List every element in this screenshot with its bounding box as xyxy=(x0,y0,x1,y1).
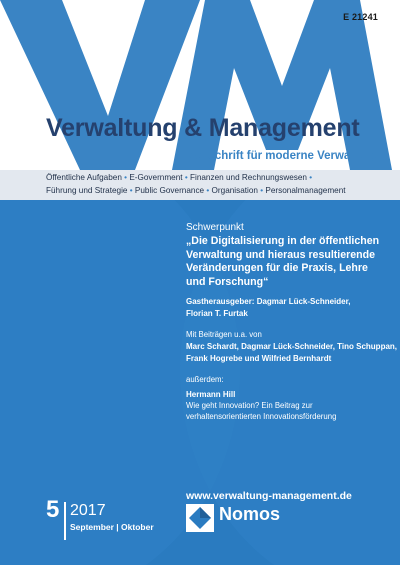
schwerpunkt-headline: „Die Digitalisierung in der öffentlichen Verwaltung und hieraus resultierende Veränderungen für die Praxis, Lehre und Forschung“ xyxy=(186,235,380,288)
issn-number: E 21241 xyxy=(343,12,378,22)
topic-separator: • xyxy=(260,186,264,195)
topic-separator: • xyxy=(309,173,313,182)
magazine-title: Verwaltung & Management xyxy=(46,114,360,142)
issue-year: 2017 xyxy=(70,502,106,519)
topics-line-1 xyxy=(46,173,312,182)
extra-author: Hermann Hill xyxy=(186,390,236,399)
nomos-logo-icon xyxy=(186,504,214,532)
topic-separator: • xyxy=(206,186,210,195)
topic-item: Public Governance xyxy=(134,186,205,195)
cover-body xyxy=(0,200,400,565)
issue-number: 5 xyxy=(46,496,60,523)
extra-article-title: Wie geht Innovation? Ein Beitrag zur verhaltensorientierten Innovationsförderung xyxy=(186,401,337,421)
logo-letter-m xyxy=(172,0,392,170)
extra-label: außerdem: xyxy=(186,375,224,384)
magazine-subtitle: Zeitschrift für moderne Verwaltung xyxy=(188,150,379,162)
topic-item: Führung und Strategie xyxy=(46,186,128,195)
topic-item: E-Government xyxy=(129,173,183,182)
topic-item: Finanzen und Rechnungswesen xyxy=(190,173,307,182)
topic-item: Personalmanagement xyxy=(265,186,346,195)
topic-item: Organisation xyxy=(211,186,258,195)
topics-bar xyxy=(0,170,400,200)
topic-separator: • xyxy=(124,173,128,182)
issue-divider xyxy=(64,502,66,540)
contributions-label: Mit Beiträgen u.a. von xyxy=(186,330,262,339)
logo-letter-v xyxy=(0,0,200,170)
publisher-name: Nomos xyxy=(219,504,281,524)
topic-separator: • xyxy=(184,173,188,182)
website-link[interactable]: www.verwaltung-management.de xyxy=(186,490,352,502)
vm-logo xyxy=(0,0,400,170)
topic-item: Öffentliche Aufgaben xyxy=(46,173,122,182)
schwerpunkt-label: Schwerpunkt xyxy=(186,222,244,233)
topic-separator: • xyxy=(129,186,133,195)
issue-months: September | Oktober xyxy=(70,522,154,532)
contributions-authors: Marc Schardt, Dagmar Lück-Schneider, Tino Schuppan, Frank Hogrebe und Wilfried Bernhardt xyxy=(186,342,398,363)
topics-line-2 xyxy=(46,186,346,195)
guest-editors: Gastherausgeber: Dagmar Lück-Schneider, Florian T. Furtak xyxy=(186,297,351,318)
